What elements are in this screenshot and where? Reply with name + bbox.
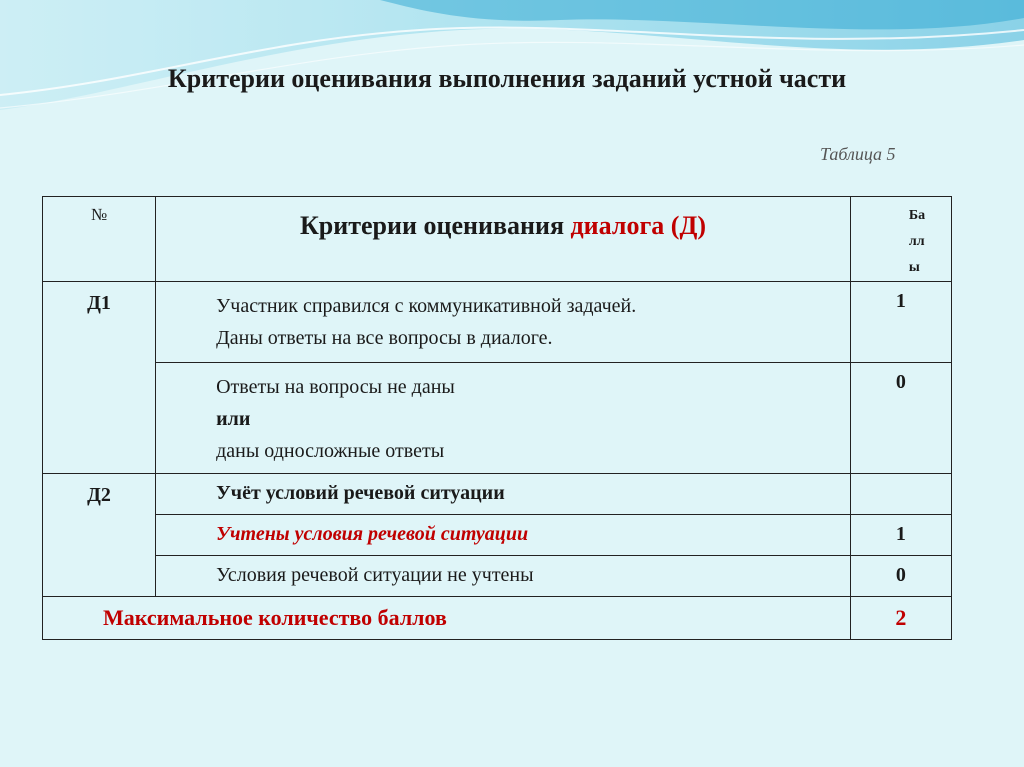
criterion-points: 1: [850, 515, 951, 556]
criterion-text: Участник справился с коммуникативной задачей. Даны ответы на все вопросы в диалоге.: [156, 282, 851, 363]
table-row: [43, 363, 952, 474]
criterion-points: 0: [850, 363, 951, 474]
page-title: Критерии оценивания выполнения заданий устной части: [167, 64, 847, 93]
table-row: [43, 474, 952, 515]
criterion-points: 0: [850, 556, 951, 597]
table-header-row: [43, 197, 952, 282]
header-criteria-highlight: диалога (Д): [570, 211, 706, 240]
header-points: Ба лл ы: [850, 197, 951, 282]
table-label: Таблица 5: [820, 144, 896, 164]
max-score-value: 2: [850, 597, 951, 640]
header-criteria: Критерии оценивания диалога (Д): [156, 197, 851, 282]
table-row: [43, 515, 952, 556]
criterion-text: Условия речевой ситуации не учтены: [156, 556, 851, 597]
criterion-points: 1: [850, 282, 951, 363]
criterion-code-d1: Д1: [43, 282, 156, 474]
criterion-heading: Учёт условий речевой ситуации: [156, 474, 851, 515]
criterion-points-empty: [850, 474, 951, 515]
header-number: №: [43, 197, 156, 282]
criterion-code-d2: Д2: [43, 474, 156, 597]
max-score-label: Максимальное количество баллов: [43, 597, 851, 640]
table-row: [43, 556, 952, 597]
criteria-table: [42, 196, 952, 640]
criterion-text: Учтены условия речевой ситуации: [156, 515, 851, 556]
table-total-row: [43, 597, 952, 640]
criterion-text: Ответы на вопросы не даны или даны односложные ответы: [156, 363, 851, 474]
table-row: [43, 282, 952, 363]
